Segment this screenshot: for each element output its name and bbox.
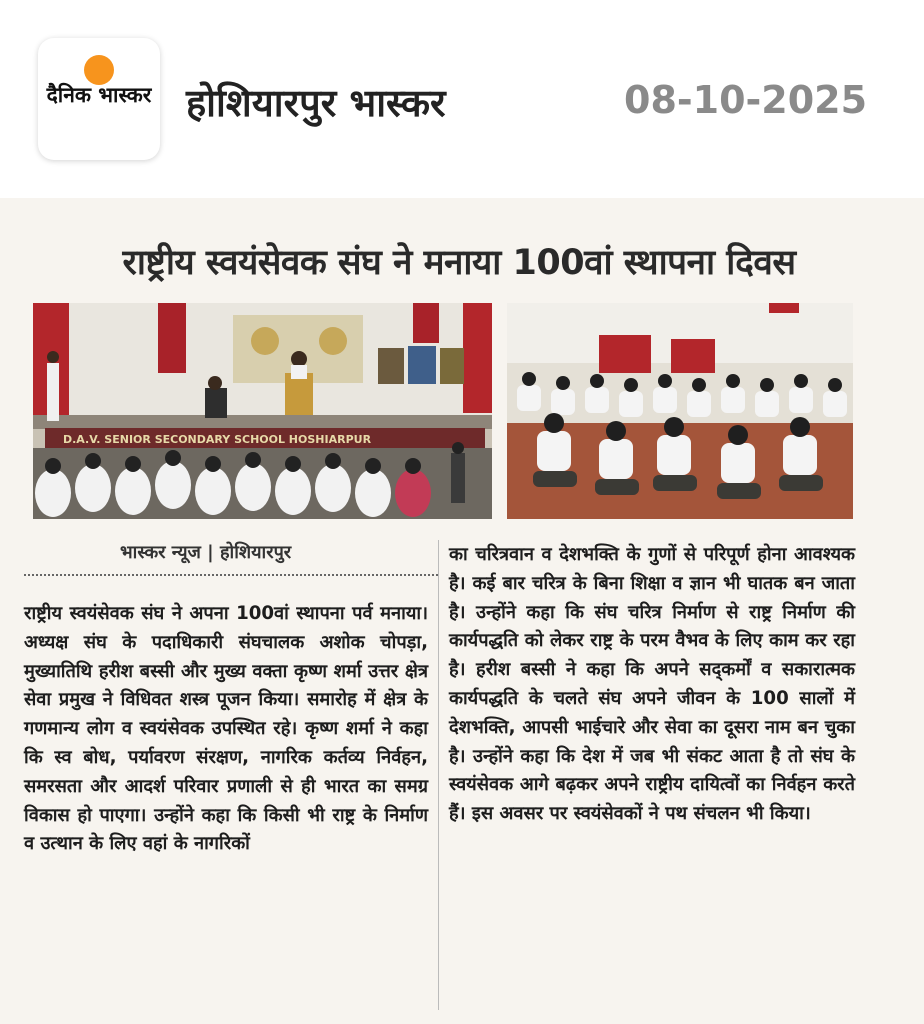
stage-banner-text: D.A.V. SENIOR SECONDARY SCHOOL HOSHIARPUR: [63, 433, 372, 446]
epaper-header: [0, 0, 924, 190]
article-headline: राष्ट्रीय स्वयंसेवक संघ ने मनाया 100वां स्थापना दिवस: [122, 243, 796, 283]
dainik-bhaskar-logo[interactable]: [38, 38, 160, 160]
edition-name: होशियारपुर भास्कर: [186, 81, 446, 125]
logo-text: दैनिक भास्कर: [46, 83, 152, 107]
edition-date: 08-10-2025: [624, 78, 868, 122]
sun-icon: [84, 55, 114, 85]
column-divider: [438, 540, 439, 1010]
volunteers-seated-photo: [507, 303, 853, 519]
event-stage-photo: [33, 303, 492, 519]
byline: भास्कर न्यूज | होशियारपुर: [120, 542, 292, 563]
article-column-left: राष्ट्रीय स्वयंसेवक संघ ने अपना 100वां स्थापना पर्व मनाया। अध्यक्ष संघ के पदाधिकारी संघचालक अशोक चोपड़ा, मुख्यातिथि हरीश बस्सी और मुख्य वक्ता कृष्ण शर्मा उत्तर क्षेत्र सेवा प्रमुख ने विधिवत शस्त्र पूजन किया। समारोह में क्षेत्र के गणमान्य लोग व स्वयंसेवक उपस्थित रहे। कृष्ण शर्मा ने कहा कि स्व बोध, पर्यावरण संरक्षण, नागरिक कर्तव्य निर्वहन, समरसता और आदर्श परिवार प्रणाली से ही भारत का समग्र विकास हो पाएगा। उन्होंने कहा कि किसी भी राष्ट्र के निर्माण व उत्थान के लिए वहां के नागरिकों: [24, 603, 428, 855]
byline-divider: [24, 574, 438, 576]
article-column-right: का चरित्रवान व देशभक्ति के गुणों से परिपूर्ण होना आवश्यक है। कई बार चरित्र के बिना शिक्षा व ज्ञान भी घातक बन जाता है। उन्होंने कहा कि संघ चरित्र निर्माण से राष्ट्र निर्माण की कार्यपद्धति को लेकर राष्ट्र के परम वैभव के लिए काम कर रहा है। हरीश बस्सी ने कहा कि अपने सद्कर्मों व सकारात्मक कार्यपद्धति के चलते संघ अपने जीवन के 100 सालों में देशभक्ति, आपसी भाईचारे और सेवा का दूसरा नाम बन चुका है। उन्होंने कहा कि देश में जब भी संकट आता है तो संघ के स्वयंसेवक आगे बढ़कर अपने राष्ट्रीय दायित्वों का निर्वहन करते हैं। इस अवसर पर स्वयंसेवकों ने पथ संचलन भी किया।: [449, 544, 855, 825]
